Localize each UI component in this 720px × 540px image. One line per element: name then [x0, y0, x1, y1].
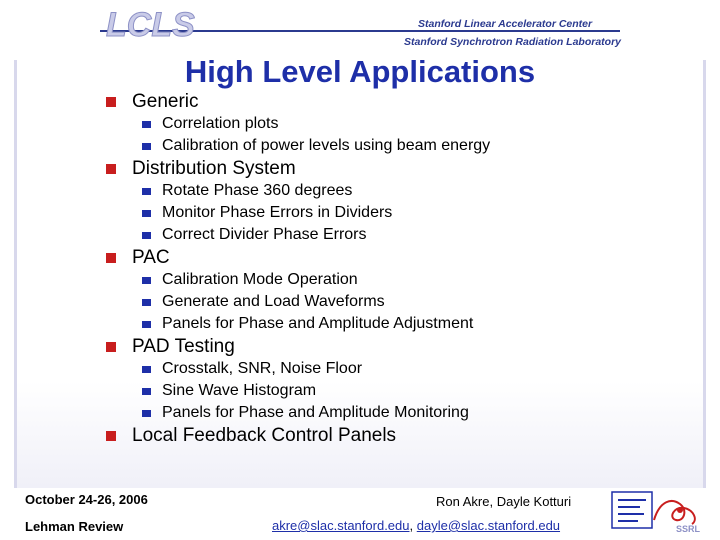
- org-line-2: Stanford Synchrotron Radiation Laboratory: [404, 36, 622, 48]
- bullet-level1-text: PAD Testing: [132, 336, 235, 357]
- small-square-bullet-icon: [142, 121, 151, 128]
- bullet-level1: [106, 157, 686, 180]
- bullet-list: [106, 90, 686, 447]
- bullet-level2-text: Generate and Load Waveforms: [162, 293, 385, 310]
- bullet-level2-text: Panels for Phase and Amplitude Monitoring: [162, 404, 469, 421]
- bullet-level2-text: Monitor Phase Errors in Dividers: [162, 204, 393, 221]
- bullet-level1: [106, 335, 686, 358]
- bullet-level2-text: Panels for Phase and Amplitude Adjustment: [162, 315, 474, 332]
- bullet-level2-text: Correct Divider Phase Errors: [162, 226, 367, 243]
- bullet-level1-text: Local Feedback Control Panels: [132, 425, 397, 446]
- footer-authors: Ron Akre, Dayle Kotturi: [436, 494, 572, 509]
- square-bullet-icon: [106, 253, 116, 263]
- small-square-bullet-icon: [142, 366, 151, 373]
- bullet-level2: [106, 358, 686, 380]
- bullet-level1: [106, 424, 686, 447]
- small-square-bullet-icon: [142, 210, 151, 217]
- ssrl-logo-text: SSRL: [676, 524, 701, 534]
- bullet-level1-text: Distribution System: [132, 158, 296, 179]
- bullet-level2: [106, 291, 686, 313]
- bullet-level2: [106, 402, 686, 424]
- lcls-logo-text: LCLS: [106, 6, 195, 44]
- bullet-level2-text: Crosstalk, SNR, Noise Floor: [162, 360, 363, 377]
- ssrl-logo: [610, 490, 710, 536]
- small-square-bullet-icon: [142, 388, 151, 395]
- email-separator: ,: [409, 518, 414, 533]
- small-square-bullet-icon: [142, 188, 151, 195]
- bullet-level1: [106, 90, 686, 113]
- bullet-level2-text: Calibration Mode Operation: [162, 271, 358, 288]
- slide-title: [0, 54, 720, 90]
- email-link-dayle[interactable]: dayle@slac.stanford.edu: [416, 518, 561, 533]
- bullet-level2: [106, 113, 686, 135]
- bullet-level1-text: Generic: [132, 91, 199, 112]
- footer-event: Lehman Review: [25, 519, 124, 534]
- small-square-bullet-icon: [142, 299, 151, 306]
- lcls-logo: [102, 6, 212, 48]
- square-bullet-icon: [106, 431, 116, 441]
- bullet-level2-text: Sine Wave Histogram: [162, 382, 317, 399]
- small-square-bullet-icon: [142, 232, 151, 239]
- bullet-level1-text: PAC: [132, 247, 170, 268]
- bullet-level2: [106, 313, 686, 335]
- bullet-level2: [106, 224, 686, 246]
- square-bullet-icon: [106, 342, 116, 352]
- small-square-bullet-icon: [142, 321, 151, 328]
- email-link-akre[interactable]: akre@slac.stanford.edu: [272, 518, 410, 533]
- bullet-level2: [106, 380, 686, 402]
- bullet-level2-text: Calibration of power levels using beam energy: [162, 137, 491, 154]
- org-line-1: Stanford Linear Accelerator Center: [418, 18, 593, 30]
- square-bullet-icon: [106, 164, 116, 174]
- bullet-level2: [106, 135, 686, 157]
- bullet-level2: [106, 202, 686, 224]
- square-bullet-icon: [106, 97, 116, 107]
- footer-emails: [272, 518, 560, 533]
- small-square-bullet-icon: [142, 143, 151, 150]
- bullet-level1: [106, 246, 686, 269]
- bullet-level2-text: Correlation plots: [162, 115, 279, 132]
- footer-date: October 24-26, 2006: [25, 492, 148, 507]
- bullet-level2-text: Rotate Phase 360 degrees: [162, 182, 353, 199]
- slide-title-text: High Level Applications: [184, 54, 536, 89]
- small-square-bullet-icon: [142, 277, 151, 284]
- small-square-bullet-icon: [142, 410, 151, 417]
- bullet-level2: [106, 269, 686, 291]
- bullet-level2: [106, 180, 686, 202]
